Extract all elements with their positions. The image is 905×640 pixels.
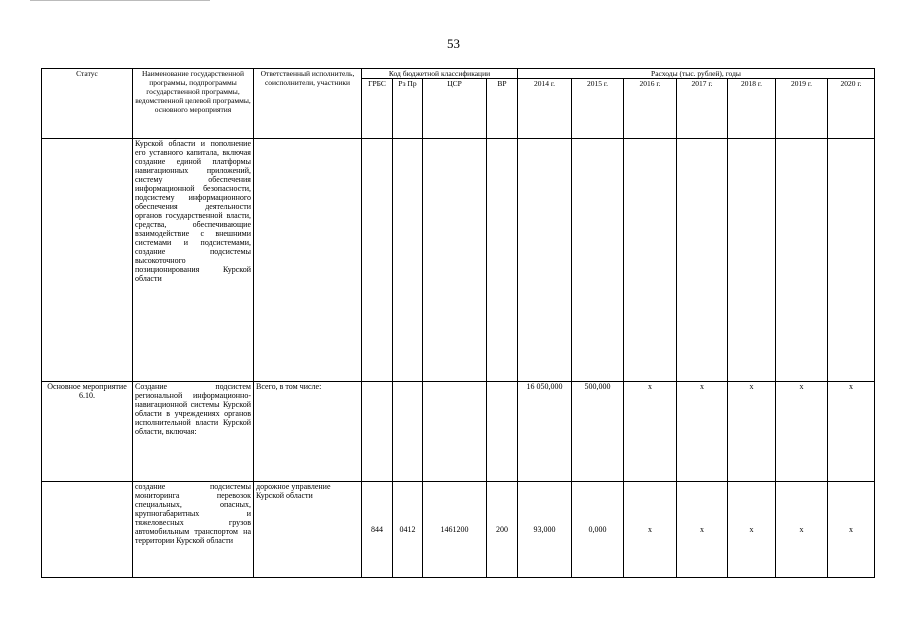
- value-cell: [828, 139, 875, 382]
- header-csr: ЦСР: [423, 79, 487, 139]
- scan-artifact-line: [30, 0, 210, 1]
- header-rzpr: Рз Пр: [393, 79, 423, 139]
- budget-table: [41, 68, 875, 578]
- table-row: [42, 382, 875, 482]
- name-cell: создание подсистемы мониторинга перевозок специальных, опасных, крупногабаритных и тяжеловесных грузов автомобильным транспортом на территории Курской области: [133, 482, 254, 578]
- value-cell: [572, 139, 624, 382]
- header-responsible: Ответственный исполнитель, соисполнители, участники: [254, 69, 362, 139]
- header-grbs: ГРБС: [362, 79, 393, 139]
- value-cell: x: [728, 482, 776, 578]
- name-cell: Создание подсистем региональной информационно-навигационной системы Курской области в учреждениях органов исполнительной власти Курской области, включая:: [133, 382, 254, 482]
- header-year: 2017 г.: [677, 79, 728, 139]
- value-cell: [728, 139, 776, 382]
- rzpr-cell: [393, 139, 423, 382]
- grbs-cell: [362, 139, 393, 382]
- page-number: 53: [447, 36, 460, 51]
- value-cell: x: [776, 482, 828, 578]
- value-cell: [624, 139, 677, 382]
- value-cell: 16 050,000: [518, 382, 572, 482]
- header-year: 2016 г.: [624, 79, 677, 139]
- header-year: 2015 г.: [572, 79, 624, 139]
- value-cell: [677, 139, 728, 382]
- responsible-cell: [254, 139, 362, 382]
- value-cell: 0,000: [572, 482, 624, 578]
- value-cell: x: [828, 382, 875, 482]
- value-cell: x: [677, 382, 728, 482]
- table-row: [42, 139, 875, 382]
- vr-cell: 200: [487, 482, 518, 578]
- csr-cell: [423, 139, 487, 382]
- vr-cell: [487, 139, 518, 382]
- grbs-cell: [362, 382, 393, 482]
- name-cell: Курской области и пополнение его уставного капитала, включая создание единой платформы навигационных приложений, систему обеспечения информационной безопасности, подсистему информационного обеспечения деятельности органов государственной власти, средства, обеспечивающие взаимодействие с внешними системами и подсистемами, создание подсистемы высокоточного позиционирования Курской области: [133, 139, 254, 382]
- csr-cell: 1461200: [423, 482, 487, 578]
- header-year: 2019 г.: [776, 79, 828, 139]
- table-row: [42, 482, 875, 578]
- header-expenses: Расходы (тыс. рублей), годы: [518, 69, 875, 79]
- value-cell: 93,000: [518, 482, 572, 578]
- csr-cell: [423, 382, 487, 482]
- responsible-cell: дорожное управление Курской области: [254, 482, 362, 578]
- header-row-1: [42, 69, 875, 79]
- vr-cell: [487, 382, 518, 482]
- header-year: 2020 г.: [828, 79, 875, 139]
- status-cell: [42, 482, 133, 578]
- value-cell: x: [624, 482, 677, 578]
- status-cell: Основное мероприятие 6.10.: [42, 382, 133, 482]
- status-cell: [42, 139, 133, 382]
- rzpr-cell: 0412: [393, 482, 423, 578]
- header-year: 2018 г.: [728, 79, 776, 139]
- value-cell: x: [728, 382, 776, 482]
- responsible-cell: Всего, в том числе:: [254, 382, 362, 482]
- header-name: Наименование государственной программы, подпрограммы государственной программы, ведомственной целевой программы, основного мероприятия: [133, 69, 254, 139]
- value-cell: x: [828, 482, 875, 578]
- value-cell: [776, 139, 828, 382]
- header-year: 2014 г.: [518, 79, 572, 139]
- value-cell: x: [776, 382, 828, 482]
- value-cell: [518, 139, 572, 382]
- header-vr: ВР: [487, 79, 518, 139]
- value-cell: x: [677, 482, 728, 578]
- value-cell: 500,000: [572, 382, 624, 482]
- rzpr-cell: [393, 382, 423, 482]
- header-status: Статус: [42, 69, 133, 139]
- value-cell: x: [624, 382, 677, 482]
- grbs-cell: 844: [362, 482, 393, 578]
- header-budget-code: Код бюджетной классификации: [362, 69, 518, 79]
